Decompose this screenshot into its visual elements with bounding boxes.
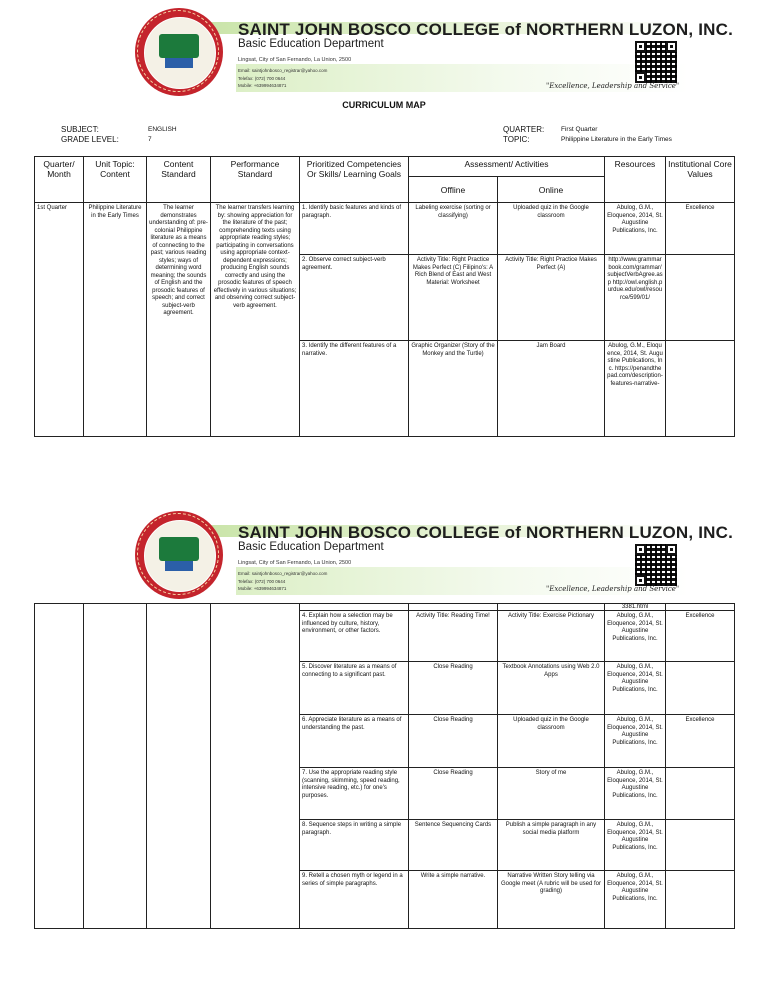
content-standard-cell: The learner demonstrates understanding of: pre-colonial Philippine literature as a means of connecting to the past; various reading styles; ways of determining word meaning; the sounds of English and the prosodic features of speech; and correct subject-verb agreement.	[147, 203, 211, 437]
school-contact: Email: saintjohnbosco_registrar@yahoo.com Telefax: (072) 700 0644 Mobile: +639994634871	[238, 571, 328, 591]
offline-cell: Close Reading	[409, 715, 498, 768]
goal-cell: 3. Identify the different features of a narrative.	[300, 341, 409, 437]
school-contact: Email: saintjohnbosco_registrar@yahoo.com Telefax: (072) 700 0644 Mobile: +639994634871	[238, 68, 328, 88]
resources-cell: Abulog, G.M., Eloquence, 2014, St. Augustine Publications, Inc.	[605, 715, 666, 768]
online-cell: Textbook Annotations using Web 2.0 Apps	[498, 662, 605, 715]
goal-cell: 9. Retell a chosen myth or legend in a series of simple paragraphs.	[300, 871, 409, 929]
offline-cell: Sentence Sequencing Cards	[409, 820, 498, 871]
goal-cell: 4. Explain how a selection may be influenced by culture, history, environment, or other factors.	[300, 611, 409, 662]
page1-letterhead	[0, 0, 768, 100]
subject-label: SUBJECT:	[61, 125, 99, 134]
offline-cell: Close Reading	[409, 768, 498, 820]
offline-cell: Activity Title: Reading Time!	[409, 611, 498, 662]
department-name: Basic Education Department	[238, 541, 384, 553]
goal-cell: 6. Appreciate literature as a means of understanding the past.	[300, 715, 409, 768]
offline-cell: Graphic Organizer (Story of the Monkey and the Turtle)	[409, 341, 498, 437]
resources-cell: Abulog, G.M., Eloquence, 2014, St. Augustine Publications, Inc.	[605, 611, 666, 662]
department-name: Basic Education Department	[238, 38, 384, 50]
offline-cell: Activity Title: Right Practice Makes Perfect (C) Filipino's: A Rich Blend of East and West Material: Worksheet	[409, 255, 498, 341]
school-name: SAINT JOHN BOSCO COLLEGE of NORTHERN LUZON, INC.	[238, 20, 734, 39]
resources-cell: Abulog, G.M., Eloquence, 2014, St. Augustine Publications, Inc.	[605, 203, 666, 255]
header-core-values: Institutional Core Values	[666, 157, 735, 203]
online-cell: Activity Title: Right Practice Makes Perfect (A)	[498, 255, 605, 341]
online-cell: Publish a simple paragraph in any social media platform	[498, 820, 605, 871]
topic-value: Philippine Literature in the Early Times	[561, 136, 672, 143]
goal-cell: 7. Use the appropriate reading style (scanning, skimming, speed reading, intensive reading, etc.) for one's purposes.	[300, 768, 409, 820]
school-address: Lingsat, City of San Fernando, La Union, 2500	[238, 57, 352, 63]
goal-cell: 1. Identify basic features and kinds of paragraph.	[300, 203, 409, 255]
core-values-cell	[666, 871, 735, 929]
resources-cell: http://www.grammarbook.com/grammar/subjectVerbAgree.asp http://owl.english.purdue.edu/owl/resource/599/01/	[605, 255, 666, 341]
goal-cell: 5. Discover literature as a means of connecting to a significant past.	[300, 662, 409, 715]
school-motto: "Excellence, Leadership and Service"	[546, 82, 680, 90]
online-cell: Activity Title: Exercise Pictionary	[498, 611, 605, 662]
header-resources: Resources	[605, 157, 666, 203]
online-cell: Narrative Written Story telling via Google meet (A rubric will be used for grading)	[498, 871, 605, 929]
page2-letterhead	[0, 503, 768, 603]
header-quarter: Quarter/ Month	[35, 157, 84, 203]
core-values-cell	[666, 820, 735, 871]
goal-cell: 8. Sequence steps in writing a simple paragraph.	[300, 820, 409, 871]
school-motto: "Excellence, Leadership and Service"	[546, 585, 680, 593]
core-values-cell	[666, 341, 735, 437]
resources-cell: Abulog, G.M., Eloquence, 2014, St. Augustine Publications, Inc.	[605, 662, 666, 715]
school-seal-logo	[135, 511, 223, 599]
curriculum-map-table	[34, 156, 735, 437]
goal-cell: 2. Observe correct subject-verb agreement.	[300, 255, 409, 341]
resources-continued-cell: 3381.html	[605, 604, 666, 611]
unit-topic-cell: Philippine Literature in the Early Times	[84, 203, 147, 437]
offline-cell: Write a simple narrative.	[409, 871, 498, 929]
header-assessment: Assessment/ Activities	[409, 157, 605, 177]
offline-cell: Labeling exercise (sorting or classifying)	[409, 203, 498, 255]
header-offline: Offline	[409, 177, 498, 203]
header-unit-topic: Unit Topic: Content	[84, 157, 147, 203]
online-cell: Jam Board	[498, 341, 605, 437]
offline-cell: Close Reading	[409, 662, 498, 715]
quarter-label: QUARTER:	[503, 125, 545, 134]
resources-cell: Abulog, G.M., Eloquence, 2014, St. Augustine Publications, Inc. https://penandthepad.com/description-features-narrative-	[605, 341, 666, 437]
table-row	[35, 203, 735, 255]
online-cell: Uploaded quiz in the Google classroom	[498, 715, 605, 768]
header-content-standard: Content Standard	[147, 157, 211, 203]
header-online: Online	[498, 177, 605, 203]
online-cell: Uploaded quiz in the Google classroom	[498, 203, 605, 255]
grade-level-value: 7	[148, 136, 152, 143]
core-values-cell	[666, 768, 735, 820]
grade-level-label: GRADE LEVEL:	[61, 135, 119, 144]
page-title: CURRICULUM MAP	[342, 100, 426, 110]
school-name: SAINT JOHN BOSCO COLLEGE of NORTHERN LUZON, INC.	[238, 523, 734, 542]
header-performance-standard: Performance Standard	[211, 157, 300, 203]
school-address: Lingsat, City of San Fernando, La Union, 2500	[238, 560, 352, 566]
quarter-value: First Quarter	[561, 126, 598, 133]
resources-cell: Abulog, G.M., Eloquence, 2014, St. Augustine Publications, Inc.	[605, 820, 666, 871]
core-values-cell	[666, 662, 735, 715]
qr-code-icon	[634, 543, 678, 587]
school-seal-logo	[135, 8, 223, 96]
header-learning-goals: Prioritized Competencies Or Skills/ Learning Goals	[300, 157, 409, 203]
subject-value: ENGLISH	[148, 126, 177, 133]
resources-cell: Abulog, G.M., Eloquence, 2014, St. Augustine Publications, Inc.	[605, 768, 666, 820]
qr-code-icon	[634, 40, 678, 84]
core-values-cell	[666, 255, 735, 341]
online-cell: Story of me	[498, 768, 605, 820]
table-row	[35, 604, 735, 611]
core-values-cell: Excellence	[666, 715, 735, 768]
resources-cell: Abulog, G.M., Eloquence, 2014, St. Augustine Publications, Inc.	[605, 871, 666, 929]
core-values-cell: Excellence	[666, 611, 735, 662]
performance-standard-cell: The learner transfers learning by: showing appreciation for the literature of the past; comprehending texts using appropriate reading styles; participating in conversations using appropriate context-dependent expressions; producing English sounds correctly and using the prosodic features of speech effectively in various situations; and observing correct subject-verb agreement.	[211, 203, 300, 437]
curriculum-map-table-continued	[34, 603, 735, 929]
topic-label: TOPIC:	[503, 135, 530, 144]
quarter-cell: 1st Quarter	[35, 203, 84, 437]
core-values-cell: Excellence	[666, 203, 735, 255]
